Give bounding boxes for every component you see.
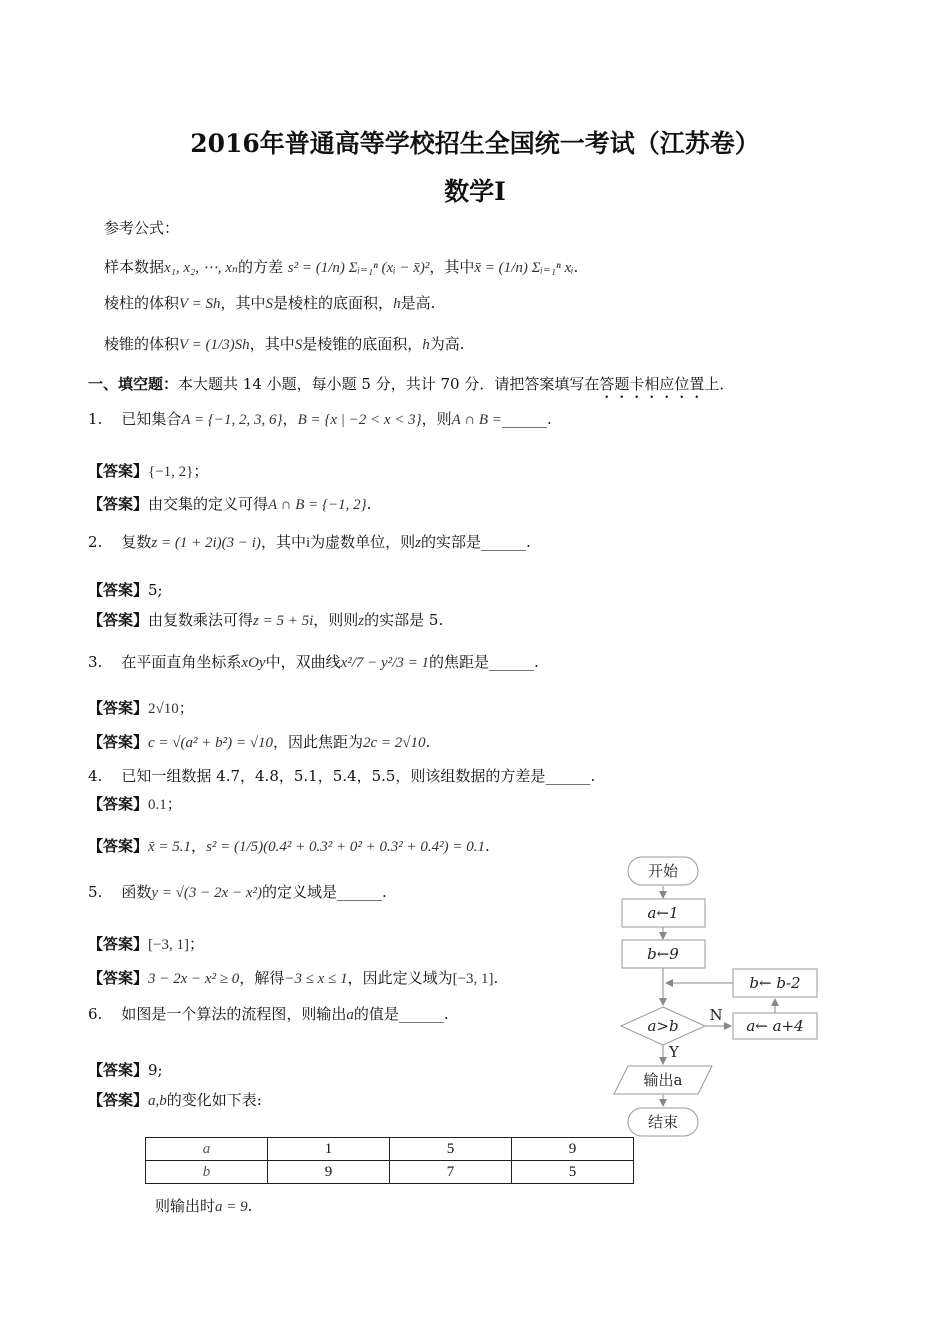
explanation-expr: 3 − 2x − x² ≥ 0 xyxy=(148,971,240,987)
question-text: 如图是一个算法的流程图，则输出 xyxy=(121,1005,347,1023)
question-text: 在平面直角坐标系 xyxy=(121,653,242,671)
question-number: 2. xyxy=(88,533,103,551)
section-heading: 一、填空题： xyxy=(88,375,179,393)
variable-table xyxy=(145,1137,634,1184)
explanation-text: 的变化如下表: xyxy=(166,1091,262,1109)
question-text: 复数 xyxy=(121,533,152,551)
update-a-label: a← a+4 xyxy=(746,1017,804,1035)
question-3 xyxy=(88,652,539,673)
conclusion-expr: a = 9 xyxy=(215,1199,248,1215)
answer-label: 【答案】 xyxy=(88,611,149,629)
table-cell: 7 xyxy=(390,1161,512,1184)
question-end: . xyxy=(533,653,539,671)
question-6 xyxy=(88,1004,449,1025)
question-text: 中，双曲线 xyxy=(265,653,341,671)
table-cell: 9 xyxy=(512,1138,634,1161)
q4-explanation xyxy=(88,836,490,857)
question-text: 已知集合 xyxy=(121,410,182,428)
q5-explanation xyxy=(88,968,498,989)
question-text: 的值是 xyxy=(353,1005,399,1023)
question-end: . xyxy=(526,533,531,551)
answer-label: 【答案】 xyxy=(88,581,149,599)
table-cell: 5 xyxy=(390,1138,512,1161)
explanation-expr: c = √(a² + b²) = √10 xyxy=(148,735,273,751)
q6-conclusion xyxy=(155,1196,252,1217)
question-expr: i xyxy=(305,535,311,551)
condition-label: a>b xyxy=(647,1017,679,1035)
conclusion-text: 则输出时 xyxy=(155,1197,216,1215)
prism-h: h xyxy=(393,296,401,312)
answer-label: 【答案】 xyxy=(88,969,149,987)
conclusion-end: . xyxy=(247,1197,253,1215)
prism-where: ，其中 xyxy=(220,294,266,312)
variance-expr: s² = (1/n) Σᵢ₌₁ⁿ (xᵢ − x̄)² xyxy=(287,260,430,276)
q4-answer xyxy=(88,794,182,815)
explanation-expr: s² = (1/5)(0.4² + 0.3² + 0² + 0.3² + 0.4²) = 0.1 xyxy=(206,839,486,855)
variance-formula-line xyxy=(104,257,578,278)
answer-label: 【答案】 xyxy=(88,495,149,513)
q1-answer xyxy=(88,461,208,482)
pyramid-s: S xyxy=(294,337,303,353)
section-heading-line xyxy=(88,374,734,402)
explanation-text: 由复数乘法可得 xyxy=(148,611,254,629)
question-expr: z xyxy=(415,535,421,551)
answer-label: 【答案】 xyxy=(88,699,149,717)
question-expr: y = √(3 − 2x − x²) xyxy=(151,885,262,901)
answer-end: ； xyxy=(188,935,204,953)
question-4 xyxy=(88,766,595,786)
question-text: 已知一组数据 4.7，4.8，5.1，5.4，5.5，则该组数据的方差是 xyxy=(121,767,546,785)
variance-prefix: 样本数据 xyxy=(104,258,165,276)
pyramid-h: h xyxy=(422,337,430,353)
algorithm-flowchart xyxy=(600,850,830,1150)
question-text: ，其中 xyxy=(260,533,306,551)
explanation-end: . xyxy=(366,495,372,513)
table-cell: a xyxy=(146,1138,268,1161)
question-2 xyxy=(88,532,531,553)
q5-answer xyxy=(88,934,204,955)
question-text: 的焦距是 xyxy=(428,653,489,671)
explanation-expr: x̄ = 5.1 xyxy=(148,839,192,855)
prism-expr: V = Sh xyxy=(179,296,221,312)
table-row xyxy=(146,1138,634,1161)
variance-data: x₁, x₂, ⋯, xₙ xyxy=(164,260,238,276)
question-number: 1. xyxy=(88,410,103,428)
prism-label: 棱柱的体积 xyxy=(104,294,180,312)
question-end: . xyxy=(381,883,387,901)
question-number: 6. xyxy=(88,1005,103,1023)
init-a-label: a←1 xyxy=(647,904,679,922)
explanation-text: 的实部是 5. xyxy=(364,611,444,629)
explanation-expr: A ∩ B = {−1, 2} xyxy=(268,497,367,513)
table-row xyxy=(146,1161,634,1184)
q3-answer xyxy=(88,698,194,719)
question-5 xyxy=(88,882,387,903)
output-label: 输出a xyxy=(643,1071,683,1089)
q2-answer xyxy=(88,580,163,600)
answer-label: 【答案】 xyxy=(88,733,149,751)
question-expr: xOy xyxy=(241,655,266,671)
prism-s: S xyxy=(265,296,274,312)
explanation-expr: z xyxy=(358,613,365,629)
answer-end: ； xyxy=(178,699,194,717)
variance-end: . xyxy=(573,258,579,276)
q6-answer xyxy=(88,1060,163,1080)
question-end: . xyxy=(546,410,552,428)
explanation-end: . xyxy=(493,969,499,987)
pyramid-where: ，其中 xyxy=(249,335,295,353)
answer-blank: ______ xyxy=(501,410,547,428)
explanation-text: ， xyxy=(191,837,207,855)
answer-blank: ______ xyxy=(398,1005,444,1023)
answer-value: 5; xyxy=(148,581,163,599)
set-b: B = {x | −2 < x < 3} xyxy=(297,412,422,428)
explanation-expr: −3 ≤ x ≤ 1 xyxy=(284,971,348,987)
set-a: A = {−1, 2, 3, 6} xyxy=(181,412,283,428)
mean-expr: x̄ = (1/n) Σᵢ₌₁ⁿ xᵢ xyxy=(474,260,574,276)
q2-explanation xyxy=(88,610,443,631)
question-end: . xyxy=(590,767,596,785)
answer-label: 【答案】 xyxy=(88,1091,149,1109)
question-1 xyxy=(88,409,552,430)
explanation-expr: 2c = 2√10 xyxy=(363,735,426,751)
answer-blank: ______ xyxy=(545,767,591,785)
prism-formula-line xyxy=(104,293,435,314)
section-emphasis: 答题卡相应位置 xyxy=(599,375,705,393)
answer-blank: ______ xyxy=(488,653,534,671)
prism-end: 是高. xyxy=(400,294,436,312)
answer-value: [−3, 1] xyxy=(148,937,189,953)
question-text: ，则 xyxy=(421,410,452,428)
answer-end: ； xyxy=(193,462,209,480)
question-text: 函数 xyxy=(121,883,152,901)
answer-value: 9; xyxy=(148,1061,163,1079)
answer-label: 【答案】 xyxy=(88,837,149,855)
question-expr: A ∩ B = xyxy=(451,412,502,428)
pyramid-expr: V = (1/3)Sh xyxy=(179,337,250,353)
pyramid-desc: 是棱锥的底面积， xyxy=(302,335,423,353)
init-b-label: b←9 xyxy=(647,945,679,963)
end-label: 结束 xyxy=(647,1113,679,1131)
formulas-header: 参考公式： xyxy=(104,219,180,237)
variance-mid: 的方差 xyxy=(238,258,284,276)
question-expr: z = (1 + 2i)(3 − i) xyxy=(151,535,261,551)
no-label: N xyxy=(709,1006,723,1024)
question-end: . xyxy=(443,1005,449,1023)
table-cell: 9 xyxy=(268,1161,390,1184)
question-text: 为虚数单位，则 xyxy=(310,533,416,551)
answer-value: {−1, 2} xyxy=(148,464,194,480)
question-number: 4. xyxy=(88,767,103,785)
explanation-text: ，因此定义域为 xyxy=(347,969,453,987)
answer-blank: ______ xyxy=(481,533,526,551)
explanation-text: ，因此焦距为 xyxy=(273,733,364,751)
q6-explanation xyxy=(88,1090,262,1111)
table-cell: 5 xyxy=(512,1161,634,1184)
answer-end: ； xyxy=(166,795,182,813)
start-label: 开始 xyxy=(647,862,679,880)
question-number: 5. xyxy=(88,883,103,901)
question-number: 3. xyxy=(88,653,103,671)
answer-label: 【答案】 xyxy=(88,795,149,813)
q1-explanation xyxy=(88,494,371,515)
update-b-label: b← b-2 xyxy=(749,974,801,992)
page-title: 2016年普通高等学校招生全国统一考试（江苏卷） xyxy=(190,129,760,158)
answer-label: 【答案】 xyxy=(88,462,149,480)
explanation-expr: [−3, 1] xyxy=(452,971,494,987)
yes-label: Y xyxy=(669,1043,679,1061)
answer-value: 2√10 xyxy=(148,701,179,717)
variance-where: ，其中 xyxy=(429,258,475,276)
question-text: 的实部是 xyxy=(420,533,481,551)
explanation-text: 由交集的定义可得 xyxy=(148,495,269,513)
table-cell: 1 xyxy=(268,1138,390,1161)
question-text: 的定义域是 xyxy=(261,883,337,901)
answer-label: 【答案】 xyxy=(88,1061,149,1079)
question-expr: x²/7 − y²/3 = 1 xyxy=(340,655,429,671)
question-text: ， xyxy=(282,410,298,428)
pyramid-label: 棱锥的体积 xyxy=(104,335,180,353)
table-cell: b xyxy=(146,1161,268,1184)
explanation-end: . xyxy=(485,837,490,855)
page-subtitle: 数学Ⅰ xyxy=(444,177,506,206)
answer-value: 0.1 xyxy=(148,797,167,813)
pyramid-end: 为高. xyxy=(429,335,465,353)
explanation-text: ，则则 xyxy=(313,611,359,629)
answer-blank: ______ xyxy=(336,883,382,901)
answer-label: 【答案】 xyxy=(88,935,149,953)
explanation-end: . xyxy=(425,733,431,751)
question-expr: a xyxy=(346,1007,354,1023)
pyramid-formula-line xyxy=(104,334,465,355)
explanation-expr: z = 5 + 5i xyxy=(253,613,314,629)
section-tail: 上． xyxy=(704,375,735,393)
explanation-expr: a,b xyxy=(148,1093,167,1109)
q3-explanation xyxy=(88,732,430,753)
section-desc: 本大题共 14 小题，每小题 5 分，共计 70 分．请把答案填写在 xyxy=(178,375,600,393)
explanation-text: ，解得 xyxy=(239,969,285,987)
prism-desc: 是棱柱的底面积， xyxy=(273,294,394,312)
